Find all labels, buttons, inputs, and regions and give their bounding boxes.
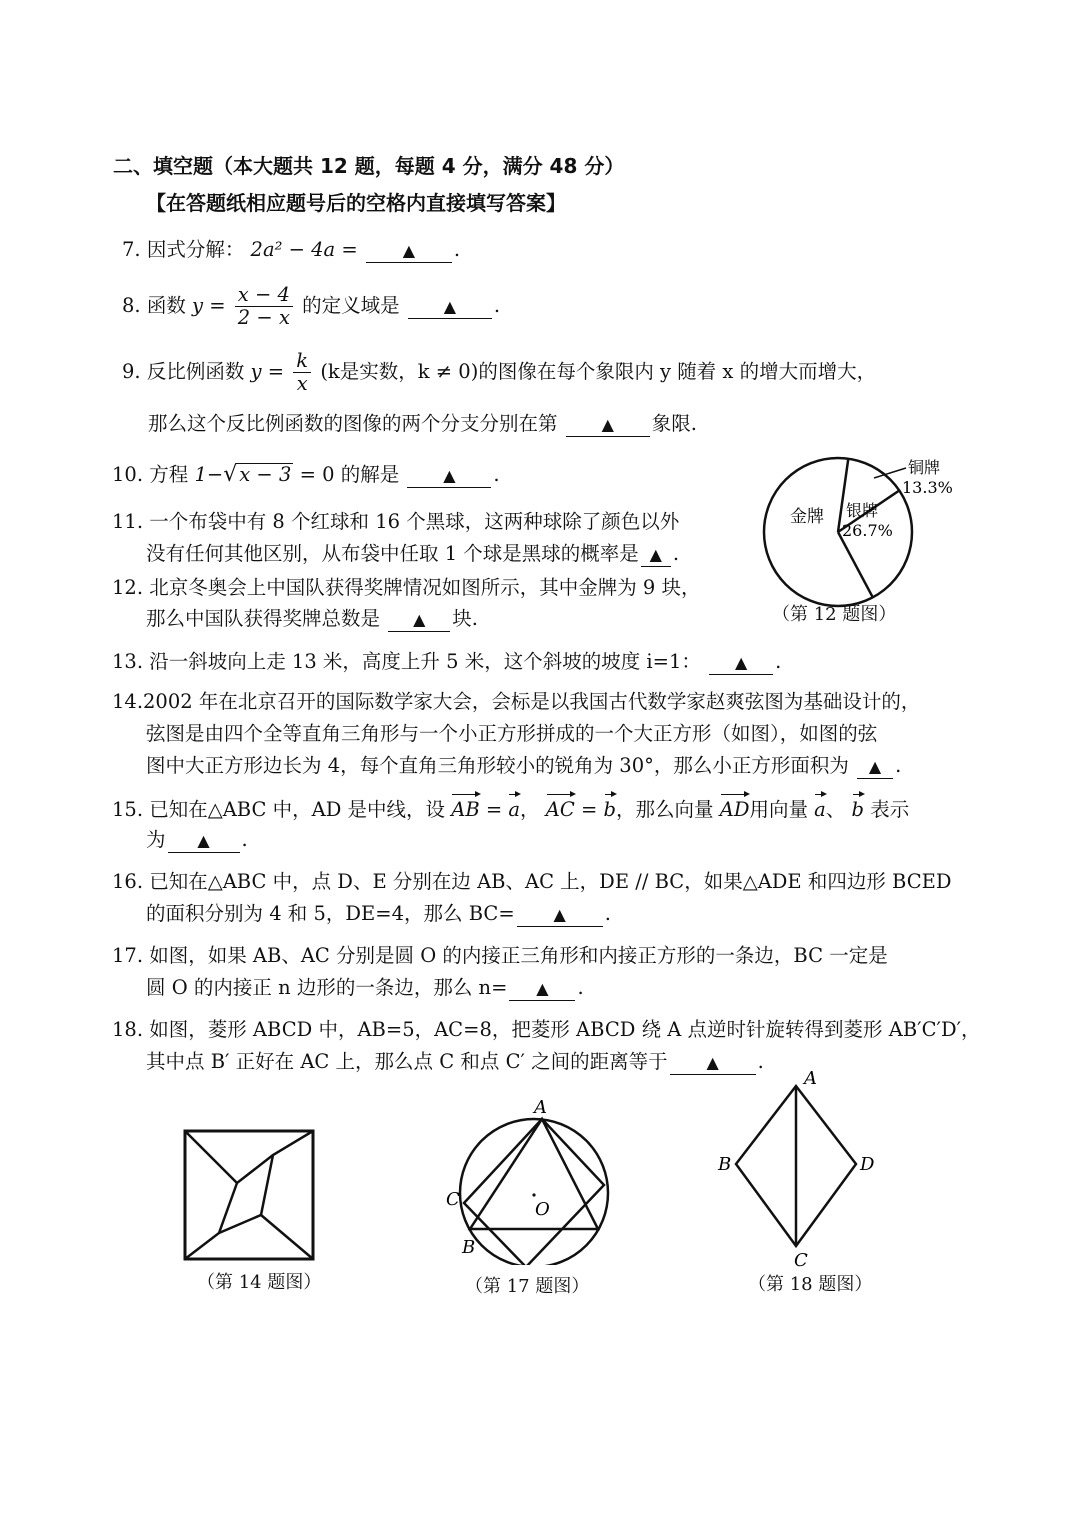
question-text: 块. xyxy=(452,607,478,630)
label-b: B xyxy=(718,1154,732,1175)
question-10 xyxy=(112,461,500,489)
question-text: 没有任何其他区别，从布袋中任取 1 个球是黑球的概率是 xyxy=(146,542,639,565)
question-number: 15. xyxy=(112,798,144,821)
question-17 xyxy=(112,942,888,970)
blank-marker-icon: ▲ xyxy=(402,241,416,260)
question-text: 因式分解： xyxy=(146,238,245,261)
label-o: O xyxy=(535,1199,550,1220)
question-number: 7. xyxy=(122,238,141,261)
question-14 xyxy=(112,688,920,716)
question-number: 13. xyxy=(112,650,144,673)
question-number: 10. xyxy=(112,463,144,486)
question-17-line-2 xyxy=(146,974,584,1002)
figure-18-rhombus-diagram xyxy=(712,1068,882,1268)
vector-b: b xyxy=(604,792,616,824)
pie-label-bronze-pct: 13.3% xyxy=(902,478,953,497)
triangle-edge xyxy=(219,1215,313,1259)
answer-blank[interactable] xyxy=(407,464,491,488)
punctuation: . xyxy=(493,463,500,486)
question-text: 的面积分别为 4 和 5，DE=4，那么 BC= xyxy=(146,902,515,925)
question-7 xyxy=(122,236,460,264)
medal-pie-chart xyxy=(750,448,970,618)
circle-o xyxy=(460,1119,608,1265)
label-c: C xyxy=(446,1189,460,1210)
blank-marker-icon: ▲ xyxy=(868,757,882,776)
answer-blank[interactable] xyxy=(641,543,671,567)
pie-slice-boundary-金牌 xyxy=(838,532,873,597)
question-text: 那么这个反比例函数的图像的两个分支分别在第 xyxy=(148,412,558,435)
figure-14-caption: （第 14 题图） xyxy=(197,1272,322,1293)
question-9-line-2 xyxy=(148,410,697,438)
answer-blank[interactable] xyxy=(366,239,452,263)
question-16 xyxy=(112,868,952,896)
math-expression: y = xyxy=(192,294,226,317)
blank-marker-icon: ▲ xyxy=(734,653,748,672)
punctuation: ， xyxy=(520,798,540,821)
question-text: 用向量 xyxy=(749,798,808,821)
question-text: 已知在△ABC 中，AD 是中线，设 xyxy=(149,798,446,821)
label-d: D xyxy=(860,1154,875,1175)
question-text: 图中大正方形边长为 4，每个直角三角形较小的锐角为 30°，那么小正方形面积为 xyxy=(146,754,849,777)
question-9 xyxy=(122,350,876,395)
punctuation: . xyxy=(672,542,680,565)
label-a: A xyxy=(804,1068,817,1089)
question-number: 9. xyxy=(122,360,141,383)
question-text: = 0 的解是 xyxy=(299,463,400,486)
pie-label-bronze: 铜牌 xyxy=(908,458,941,477)
pie-label-gold: 金牌 xyxy=(790,507,824,527)
answer-blank[interactable] xyxy=(509,977,575,1001)
question-number: 18. xyxy=(112,1018,144,1041)
figure-12-caption: （第 12 题图） xyxy=(772,604,897,625)
question-text: 沿一斜坡向上走 13 米，高度上升 5 米，这个斜坡的坡度 i=1： xyxy=(149,650,701,673)
question-text: 圆 O 的内接正 n 边形的一条边，那么 n= xyxy=(146,976,508,999)
section-instruction: 【在答题纸相应题号后的空格内直接填写答案】 xyxy=(146,191,566,215)
answer-blank[interactable] xyxy=(408,295,492,319)
vector-b: b xyxy=(852,792,864,824)
question-18 xyxy=(112,1016,981,1044)
blank-marker-icon: ▲ xyxy=(536,979,549,998)
question-text: (k是实数，k ≠ 0)的图像在每个象限内 y 随着 x 的增大而增大， xyxy=(320,360,877,383)
math-expression: = xyxy=(580,798,598,821)
fraction xyxy=(235,284,293,329)
question-text: 那么中国队获得奖牌总数是 xyxy=(146,607,381,630)
question-8 xyxy=(122,284,500,329)
question-number: 12. xyxy=(112,576,144,599)
question-number: 8. xyxy=(122,294,141,317)
question-14-line-2 xyxy=(146,720,877,748)
vector-a: a xyxy=(814,792,826,824)
math-expression: 2a² − 4a = xyxy=(250,238,358,261)
inscribed-square xyxy=(464,1119,604,1265)
triangle-edge xyxy=(261,1131,313,1215)
question-12-line-2 xyxy=(146,605,478,633)
blank-marker-icon: ▲ xyxy=(413,610,426,629)
question-text: 为 xyxy=(146,828,166,851)
blank-marker-icon: ▲ xyxy=(706,1053,719,1072)
fraction xyxy=(293,350,311,395)
radicand: x − 3 xyxy=(239,463,292,486)
vector-ad: AD xyxy=(720,792,750,824)
figure-17-caption: （第 17 题图） xyxy=(465,1276,590,1297)
punctuation: . xyxy=(604,902,611,925)
label-a: A xyxy=(534,1097,547,1118)
answer-blank[interactable] xyxy=(388,608,450,632)
blank-marker-icon: ▲ xyxy=(601,415,614,434)
question-text: 其中点 B′ 正好在 AC 上，那么点 C 和点 C′ 之间的距离等于 xyxy=(146,1050,668,1073)
question-13 xyxy=(112,648,781,676)
question-text: 象限. xyxy=(651,412,697,435)
punctuation: . xyxy=(757,1050,764,1073)
pie-label-silver-pct: 26.7% xyxy=(842,521,893,540)
answer-blank[interactable] xyxy=(566,413,650,437)
question-16-line-2 xyxy=(146,900,611,928)
blank-marker-icon: ▲ xyxy=(443,297,457,316)
math-expression: y = xyxy=(250,360,285,383)
question-number: 16. xyxy=(112,870,144,893)
question-15 xyxy=(112,792,909,824)
triangle-edge xyxy=(185,1183,237,1259)
math-expression: = xyxy=(485,798,503,821)
answer-blank[interactable] xyxy=(857,755,893,779)
answer-blank[interactable] xyxy=(168,829,240,853)
vector-ac: AC xyxy=(546,792,575,824)
center-point xyxy=(532,1193,535,1196)
question-text: 2002 年在北京召开的国际数学家大会，会标是以我国古代数学家赵爽弦图为基础设计的， xyxy=(143,690,921,713)
question-11 xyxy=(112,508,679,536)
fraction-numerator: x − 4 xyxy=(235,284,293,307)
figure-14-string-diagram xyxy=(182,1128,322,1268)
figure-17-circle-diagram xyxy=(446,1095,616,1265)
punctuation: . xyxy=(493,294,501,317)
question-text: 如图，如果 AB、AC 分别是圆 O 的内接正三角形和内接正方形的一条边，BC 一定是 xyxy=(149,944,888,967)
answer-blank[interactable] xyxy=(517,903,603,927)
question-number: 14. xyxy=(112,690,144,713)
triangle-edge xyxy=(185,1131,273,1183)
blank-marker-icon: ▲ xyxy=(197,831,210,850)
question-text: 表示 xyxy=(870,798,910,821)
question-text: 的定义域是 xyxy=(302,294,400,317)
blank-marker-icon: ▲ xyxy=(553,905,566,924)
question-text: ，那么向量 xyxy=(616,798,714,821)
punctuation: . xyxy=(895,754,902,777)
vector-a: a xyxy=(508,792,520,824)
question-text: 如图，菱形 ABCD 中，AB=5，AC=8，把菱形 ABCD 绕 A 点逆时针旋转得到菱形 AB′C′D′， xyxy=(149,1018,981,1041)
question-text: 方程 xyxy=(149,463,189,486)
question-text: 已知在△ABC 中，点 D、E 分别在边 AB、AC 上，DE // BC，如果△ADE 和四边形 BCED xyxy=(149,870,952,893)
vector-ab: AB xyxy=(451,792,479,824)
figure-18-caption: （第 18 题图） xyxy=(748,1274,873,1295)
answer-blank[interactable] xyxy=(709,651,773,675)
question-text: 函数 xyxy=(146,294,186,317)
punctuation: . xyxy=(775,650,782,673)
label-b: B xyxy=(462,1237,476,1258)
question-text: 弦图是由四个全等直角三角形与一个小正方形拼成的一个大正方形（如图），如图的弦 xyxy=(146,722,878,745)
punctuation: . xyxy=(453,238,461,261)
question-text: 北京冬奥会上中国队获得奖牌情况如图所示，其中金牌为 9 块， xyxy=(149,576,701,599)
question-12 xyxy=(112,574,701,602)
question-15-line-2 xyxy=(146,826,248,854)
question-text: 反比例函数 xyxy=(146,360,245,383)
question-text: 一个布袋中有 8 个红球和 16 个黑球，这两种球除了颜色以外 xyxy=(149,510,680,533)
question-number: 17. xyxy=(112,944,144,967)
fraction-denominator: 2 − x xyxy=(237,306,290,329)
question-14-line-3 xyxy=(146,752,901,780)
punctuation: . xyxy=(577,976,584,999)
sqrt-sign: √ xyxy=(223,462,238,487)
label-c: C xyxy=(794,1250,808,1268)
section-title: 二、填空题（本大题共 12 题，每题 4 分，满分 48 分） xyxy=(113,154,625,178)
punctuation: 、 xyxy=(825,798,846,821)
punctuation: . xyxy=(241,828,248,851)
pie-label-silver: 银牌 xyxy=(846,501,879,520)
blank-marker-icon: ▲ xyxy=(649,545,662,564)
blank-marker-icon: ▲ xyxy=(443,466,456,485)
fraction-numerator: k xyxy=(293,350,311,373)
question-18-line-2 xyxy=(146,1048,764,1076)
fraction-denominator: x xyxy=(296,372,308,395)
question-number: 11. xyxy=(112,510,144,533)
math-expression: 1− xyxy=(194,463,224,486)
question-11-line-2 xyxy=(146,540,679,568)
